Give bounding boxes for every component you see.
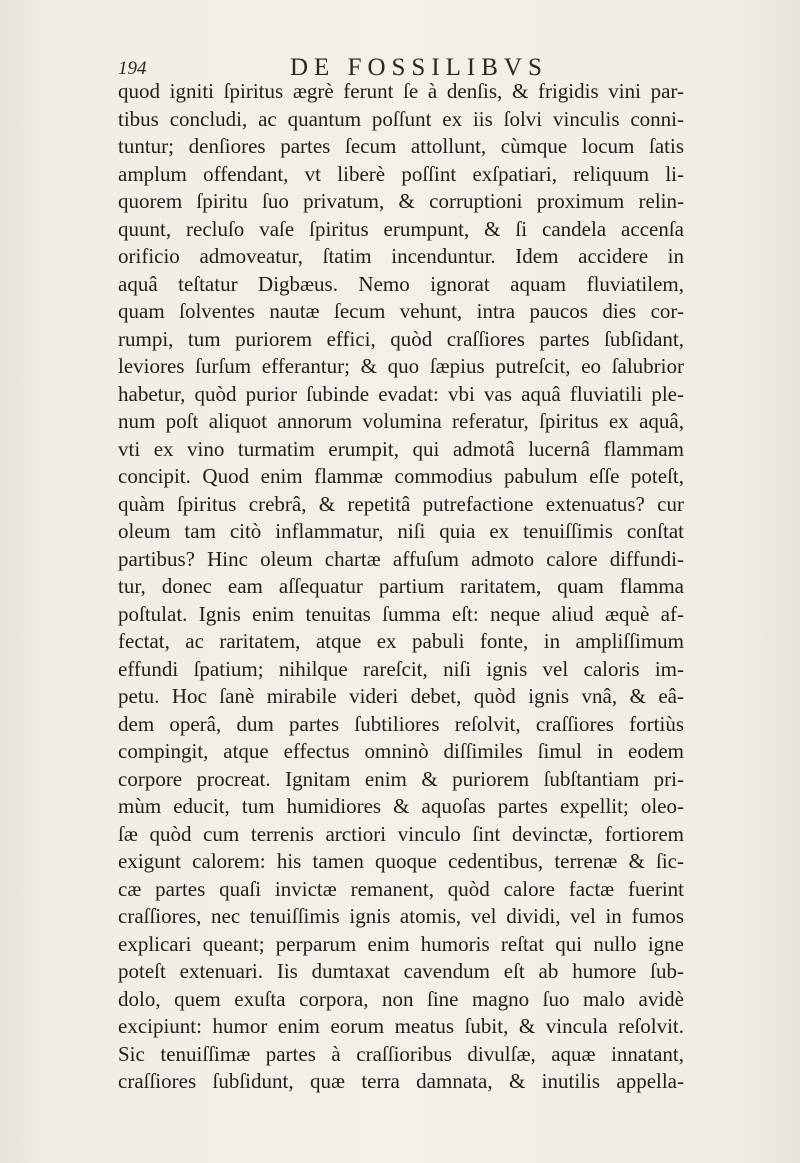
text-line: effundi ſpatium; nihilque rareſcit, niſi ignis vel caloris im- — [118, 656, 684, 681]
text-line: tuntur; denſiores partes ſecum attollunt, cùmque locum ſatis — [118, 134, 684, 158]
text-line: orificio admoveatur, ſtatim incenduntur. Idem accidere in — [118, 244, 684, 268]
page-number: 194 — [118, 58, 147, 79]
text-line: tibus concludi, ac quantum poſſunt ex iis ſolvi vinculis conni- — [118, 106, 684, 131]
text-line: quunt, recluſo vaſe ſpiritus erumpunt, & ſi candela accenſa — [118, 216, 684, 241]
text-line: cæ partes quaſi invictæ remanent, quòd calore factæ fuerint — [118, 876, 684, 901]
text-line: rumpi, tum puriorem effici, quòd craſſiores partes ſubſidant, — [118, 326, 684, 351]
text-line: habetur, quòd purior ſubinde evadat: vbi vas aquâ fluviatili ple- — [118, 381, 684, 406]
running-head: DE FOSSILIBVS — [290, 54, 548, 81]
text-line: dolo, quem exuſta corpora, non ſine magno ſuo malo avidè — [118, 986, 684, 1011]
text-line: leviores ſurſum efferantur; & quo ſæpius putreſcit, eo ſalubrior — [118, 354, 684, 378]
text-line: corpore procreat. Ignitam enim & puriorem ſubſtantiam pri- — [118, 766, 684, 791]
text-line: num poſt aliquot annorum volumina referatur, ſpiritus ex aquâ, — [118, 409, 684, 433]
text-line: quorem ſpiritu ſuo privatum, & corruptioni proximum relin- — [118, 189, 684, 213]
text-line: excipiunt: humor enim eorum meatus ſubit, & vincula reſolvit. — [118, 1014, 684, 1038]
text-line: craſſiores, nec tenuiſſimis ignis atomis, vel dividi, vel in fumos — [118, 904, 684, 928]
text-line: poſtulat. Ignis enim tenuitas ſumma eſt: neque aliud æquè af- — [118, 601, 684, 626]
body-text — [118, 78, 684, 1096]
text-line: Sic tenuiſſimæ partes à craſſioribus divulſæ, aquæ innatant, — [118, 1041, 684, 1066]
text-line: partibus? Hinc oleum chartæ affuſum admoto calore diffundi- — [118, 546, 684, 571]
text-line: fectat, ac raritatem, atque ex pabuli fonte, in ampliſſimum — [118, 629, 684, 653]
text-line: concipit. Quod enim flammæ commodius pabulum eſſe poteſt, — [118, 464, 684, 488]
text-line: mùm educit, tum humidiores & aquoſas partes expellit; oleo- — [118, 794, 684, 818]
text-line: quam ſolventes nautæ ſecum vehunt, intra paucos dies cor- — [118, 299, 684, 323]
text-line: oleum tam citò inflammatur, niſi quia ex tenuiſſimis conſtat — [118, 519, 684, 543]
text-line: craſſiores ſubſidunt, quæ terra damnata, & inutilis appella- — [118, 1069, 684, 1093]
text-line: exigunt calorem: his tamen quoque cedentibus, terrenæ & ſic- — [118, 849, 684, 873]
text-line: ſæ quòd cum terrenis arctiori vinculo ſint devinctæ, fortiorem — [118, 821, 684, 846]
text-line: petu. Hoc ſanè mirabile videri debet, quòd ignis vnâ, & eâ- — [118, 684, 684, 708]
text-line: dem operâ, dum partes ſubtiliores reſolvit, craſſiores fortiùs — [118, 711, 684, 736]
text-line: poteſt extenuari. Iis dumtaxat cavendum eſt ab humore ſub- — [118, 959, 684, 983]
text-line: quàm ſpiritus crebrâ, & repetitâ putrefactione extenuatus? cur — [118, 491, 684, 516]
text-line: aquâ teſtatur Digbæus. Nemo ignorat aquam fluviatilem, — [118, 271, 684, 296]
text-line: tur, donec eam aſſequatur partium raritatem, quam flamma — [118, 574, 684, 598]
text-line: explicari queant; perparum enim humoris reſtat qui nullo igne — [118, 931, 684, 956]
text-line: amplum offendant, vt liberè poſſint exſpatiari, reliquum li- — [118, 161, 684, 186]
text-line: vti ex vino turmatim erumpit, qui admotâ lucernâ flammam — [118, 436, 684, 461]
text-line: compingit, atque effectus omninò diſſimiles ſimul in eodem — [118, 739, 684, 763]
text-line: quod igniti ſpiritus ægrè ferunt ſe à denſis, & frigidis vini par- — [118, 79, 684, 103]
